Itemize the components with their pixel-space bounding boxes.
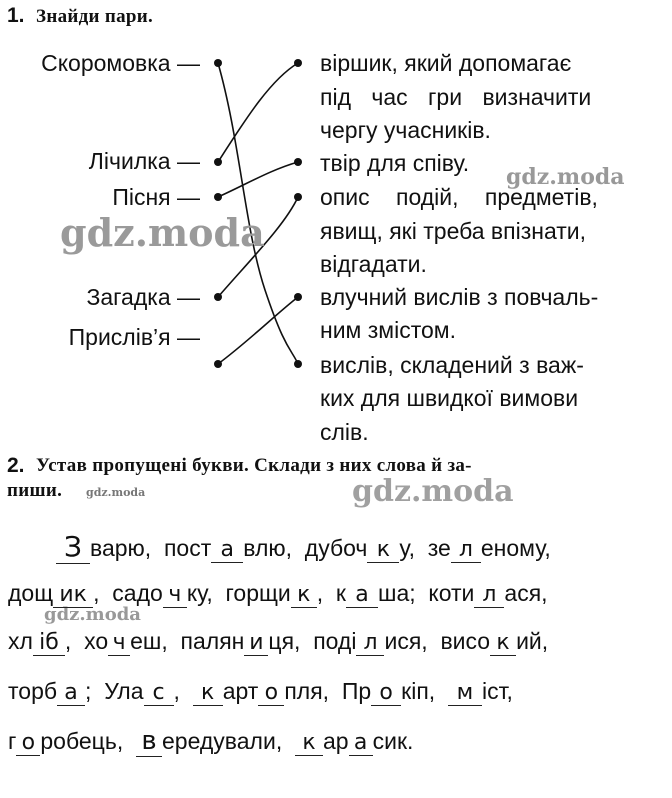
def-5-line-1: вислів, складений з важ- xyxy=(320,352,584,378)
watermark-large: gdz.moda xyxy=(60,210,265,255)
filled-letter: а xyxy=(57,680,85,706)
fill-text: ередували, xyxy=(162,728,295,754)
fill-text: ку, горщи xyxy=(186,580,291,606)
filled-letter: к xyxy=(367,537,399,563)
fill-text: еш, палян xyxy=(130,628,245,654)
def-2-line-1: твір для співу. xyxy=(320,150,470,176)
filled-letter: и xyxy=(244,630,268,656)
filled-letter: с xyxy=(144,680,174,706)
fill-text: г xyxy=(8,728,17,754)
filled-letter: а xyxy=(211,537,243,563)
task2-title-line-1: Устав пропущені букви. Склади з них слова й за- xyxy=(36,455,472,476)
term-pryslivia: Прислів’я — xyxy=(68,324,200,350)
term-zahadka: Загадка — xyxy=(86,284,200,310)
fill-text: арт xyxy=(222,678,259,704)
task1-number: 1. xyxy=(7,4,25,27)
filled-letter: а xyxy=(346,582,378,608)
fill-line-4 xyxy=(8,678,513,706)
fill-text: ця, поді xyxy=(268,628,357,654)
term-pisnia: Пісня — xyxy=(112,184,200,210)
fill-text: ися, висо xyxy=(384,628,491,654)
fill-text: ; Ула xyxy=(85,678,144,704)
filled-letter: к xyxy=(490,630,516,656)
fill-text: варю, пост xyxy=(90,535,212,561)
term-lichylka: Лічилка — xyxy=(88,148,200,174)
def-1-line-2: під час гри визначити xyxy=(320,84,592,110)
filled-letter: л xyxy=(356,630,384,656)
fill-line-2 xyxy=(8,580,548,608)
def-4-line-1: влучний вислів з повчаль- xyxy=(320,284,599,310)
def-3-line-3: відгадати. xyxy=(320,251,427,277)
term-skoromovka: Скоромовка — xyxy=(41,50,200,76)
fill-text: робець, xyxy=(40,728,137,754)
fill-text: кіп, xyxy=(401,678,448,704)
fill-text: влю, дубоч xyxy=(243,535,368,561)
fill-text: , садо xyxy=(93,580,163,606)
filled-letter: к xyxy=(295,730,323,756)
def-1-line-1-text: віршик, який допомагає xyxy=(320,50,572,76)
fill-text: у, зе xyxy=(399,535,451,561)
fill-text: ар xyxy=(323,728,349,754)
fill-text: , к xyxy=(316,580,346,606)
filled-letter: о xyxy=(371,680,401,706)
task2-number: 2. xyxy=(7,454,25,477)
fill-text: , хо xyxy=(64,628,109,654)
filled-letter: З xyxy=(56,530,90,564)
watermark-left: gdz.moda xyxy=(44,604,141,625)
filled-letter: м xyxy=(448,680,482,706)
task1-title: Знайди пари. xyxy=(36,6,154,27)
match-line-pryslivia xyxy=(218,297,298,364)
filled-letter: о xyxy=(258,680,284,706)
filled-letter: о xyxy=(16,730,40,756)
def-5-line-3: слів. xyxy=(320,419,369,445)
def-3-line-1: опис подій, предметів, xyxy=(320,184,598,210)
fill-text: ий, xyxy=(516,628,549,654)
task2-title-line-2: пиши. xyxy=(7,480,63,501)
def-4-line-2: ним змістом. xyxy=(320,317,456,343)
fill-text: ася, xyxy=(504,580,548,606)
filled-letter: к xyxy=(193,680,223,706)
fill-line-3 xyxy=(8,628,548,656)
fill-text: , xyxy=(173,678,193,704)
fill-text: торб xyxy=(8,678,58,704)
filled-letter: ик xyxy=(53,582,93,608)
fill-text: еному, xyxy=(480,535,551,561)
filled-letter: ч xyxy=(163,582,187,608)
fill-text: ша; коти xyxy=(378,580,475,606)
match-line-pisnia xyxy=(218,162,298,197)
fill-text: хл xyxy=(8,628,33,654)
fill-line-5 xyxy=(8,726,413,757)
fill-text: пля, Пр xyxy=(284,678,372,704)
watermark-center: gdz.moda xyxy=(352,474,514,509)
filled-letter: л xyxy=(474,582,504,608)
fill-text: дощ xyxy=(8,580,54,606)
fill-line-1 xyxy=(56,530,551,564)
filled-letter: в xyxy=(136,726,162,757)
filled-letter: к xyxy=(291,582,317,608)
filled-letter: а xyxy=(349,730,373,756)
filled-letter: л xyxy=(451,537,481,563)
watermark-tiny: gdz.moda xyxy=(86,486,146,499)
def-1-line-3: чергу учасників. xyxy=(320,117,491,143)
fill-text: іст, xyxy=(481,678,513,704)
filled-letter: іб xyxy=(33,630,65,656)
filled-letter: ч xyxy=(108,630,130,656)
fill-text: сик. xyxy=(372,728,414,754)
watermark-top-right: gdz.moda xyxy=(506,164,625,190)
def-3-line-2: явищ, які треба впізнати, xyxy=(320,218,587,244)
def-5-line-2: ких для швидкої вимови xyxy=(320,385,579,411)
